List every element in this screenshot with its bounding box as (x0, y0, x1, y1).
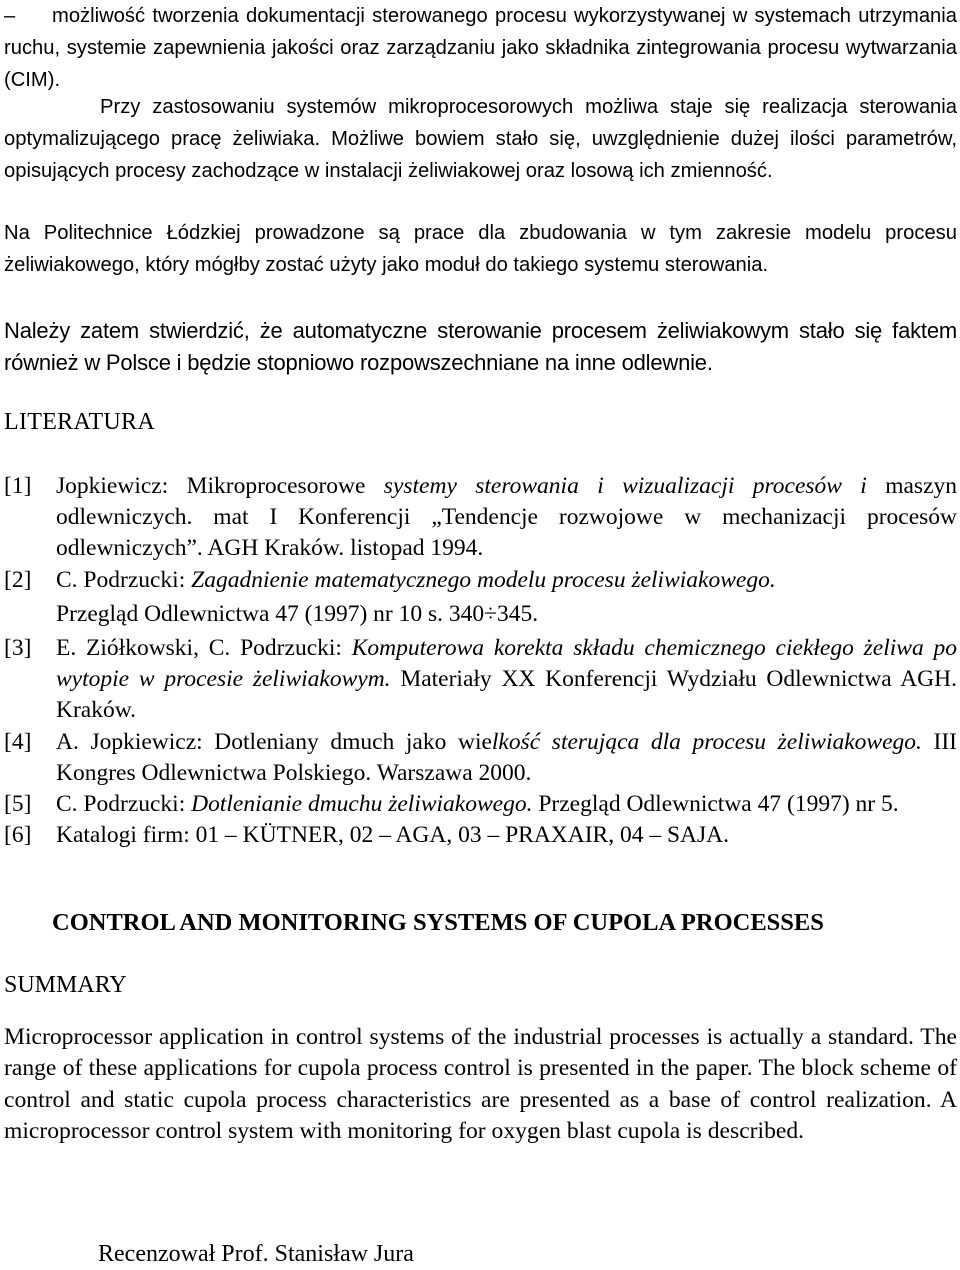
paragraph-3 (4, 315, 957, 379)
dash-marker: – (4, 5, 16, 27)
paragraph-2-text: Na Politechnice Łódzkiej prowadzone są prace dla zbudowania w tym zakresie modelu procesu żeliwiakowego, który mógłby zostać użyty jako moduł do takiego systemu sterowania. (4, 222, 957, 276)
reference-text-post: Przegląd Odlewnictwa 47 (1997) nr 10 s. 340÷345. (56, 600, 539, 627)
reference-text-post: Przegląd Odlewnictwa 47 (1997) nr 5. (532, 791, 899, 818)
reference-text (56, 471, 957, 565)
reference-number: [6] (4, 822, 32, 849)
reference-text-pre: Katalogi firm: 01 – KÜTNER, 02 – AGA, 03 – PRAXAIR, 04 – SAJA. (56, 822, 730, 849)
dash-item-body: możliwość tworzenia dokumentacji sterowanego procesu wykorzystywanej w systemach utrzymania ruchu, systemie zapewnienia jakości oraz zarządzaniu jako składnika zintegrowania procesu wytwarzania (CIM). (4, 5, 957, 91)
reference-text-italic: Dotlenianie dmuchu żeliwiakowego. (191, 791, 533, 818)
reference-number: [1] (4, 473, 32, 499)
dash-list-item-text (4, 0, 957, 96)
english-title: CONTROL AND MONITORING SYSTEMS OF CUPOLA PROCESSES (52, 909, 824, 936)
reference-number: [5] (4, 791, 32, 818)
reference-text-pre: C. Podrzucki: (56, 566, 192, 593)
literature-heading: LITERATURA (4, 409, 155, 435)
summary-heading: SUMMARY (4, 972, 127, 998)
summary-body (4, 1022, 957, 1148)
reference-item-6 (4, 820, 957, 851)
reference-text-pre: Jopkiewicz: Mikroprocesorowe (56, 473, 384, 499)
reference-text-italic: Zagadnienie matematycznego modelu procesu żeliwiakowego. (191, 566, 776, 593)
paragraph-1 (4, 91, 957, 187)
reference-text-italic: systemy sterowania i wizualizacji procesów i (383, 473, 867, 499)
reference-text-pre: C. Podrzucki: (56, 791, 192, 818)
reference-text (56, 633, 957, 727)
reference-text (56, 727, 957, 789)
reference-number: [2] (4, 566, 32, 593)
reference-text-italic: Komputerowa korekta składu chemicznego ciekłego żeliwa po wytopie w procesie żeliwiakowym. (56, 635, 957, 693)
reference-text (56, 565, 957, 630)
reference-item-2 (4, 565, 957, 630)
paragraph-3-text: Należy zatem stwierdzić, że automatyczne sterowanie procesem żeliwiakowym stało się faktem również w Polsce i będzie stopniowo rozpowszechniane na inne odlewnie. (4, 318, 957, 375)
reference-text-post: Materiały XX Konferencji Wydziału Odlewnictwa AGH. Kraków. (56, 666, 957, 724)
dash-list-item (4, 0, 957, 96)
reference-list (4, 471, 957, 851)
reference-item-1 (4, 471, 957, 565)
paragraph-2 (4, 217, 957, 281)
reference-number: [3] (4, 635, 32, 662)
reference-text-pre: A. Jopkiewicz: Dotleniany dmuch jako wie (56, 728, 492, 755)
reference-text (56, 789, 957, 820)
reference-text (56, 820, 957, 851)
reviewer-note: Recenzował Prof. Stanisław Jura (98, 1241, 414, 1267)
paragraph-1-text: Przy zastosowaniu systemów mikroprocesorowych możliwa staje się realizacja sterowania optymalizującego pracę żeliwiaka. Możliwe bowiem stało się, uwzględnienie dużej ilości parametrów, opisujących procesy zachodzące w instalacji żeliwiakowej oraz losową ich zmienność. (4, 96, 957, 182)
reference-text-pre: E. Ziółkowski, C. Podrzucki: (56, 635, 352, 662)
summary-text: Microprocessor application in control systems of the industrial processes is actually a standard. The range of these applications for cupola process control is presented in the paper. The block scheme of control and static cupola process characteristics are presented as a base of control realization. A microprocessor control system with monitoring for oxygen blast cupola is described. (4, 1024, 957, 1145)
reference-text-post: III Kongres Odlewnictwa Polskiego. Warszawa 2000. (56, 728, 957, 786)
reference-item-4 (4, 727, 957, 789)
reference-text-italic: lkość sterująca dla procesu żeliwiakowego. (491, 728, 922, 755)
reference-item-3 (4, 633, 957, 727)
reference-number: [4] (4, 728, 32, 755)
reference-item-5 (4, 789, 957, 820)
reference-text-post: maszyn odlewniczych. mat I Konferencji „Tendencje rozwojowe w mechanizacji procesów odlewniczych”. AGH Kraków. listopad 1994. (56, 473, 957, 562)
